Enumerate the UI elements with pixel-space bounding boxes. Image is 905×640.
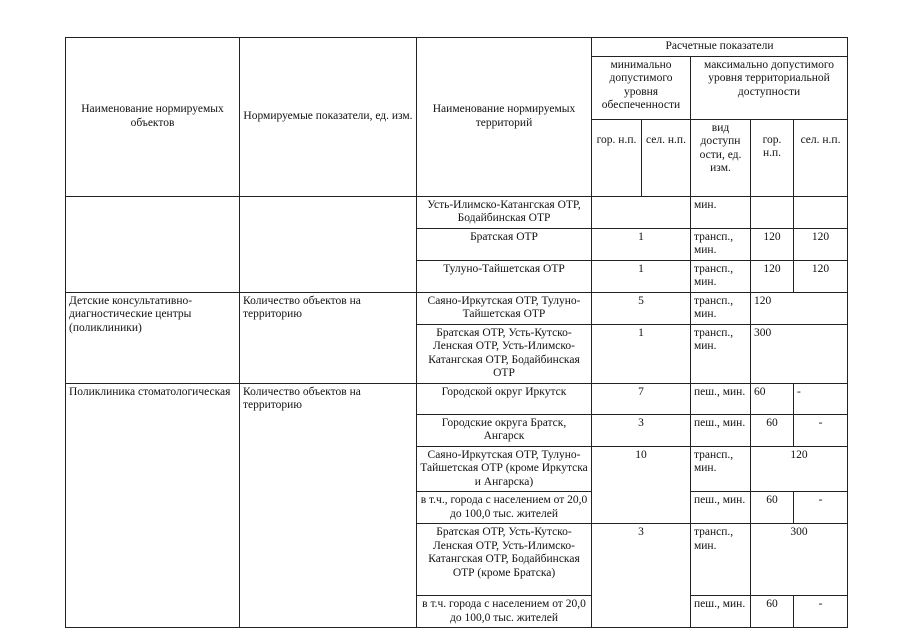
header-gor2: гор. н.п. — [751, 119, 794, 196]
object-cell — [66, 196, 240, 292]
territory-cell: Братская ОТР — [417, 228, 592, 260]
header-gor: гор. н.п. — [592, 119, 642, 196]
gor-cell: 120 — [751, 228, 794, 260]
territory-cell: Братская ОТР, Усть-Кутско-Ленская ОТР, Усть-Илимско-Катангская ОТР, Бодайбинская ОТР (кроме Братска) — [417, 524, 592, 596]
territory-cell: Усть-Илимско-Катангская ОТР, Бодайбинская ОТР — [417, 196, 592, 228]
access-cell: трансп., мин. — [691, 324, 751, 383]
gor-cell — [751, 196, 794, 228]
gor-cell: 120 — [751, 292, 848, 324]
access-cell: пеш., мин. — [691, 492, 751, 524]
sel-cell: - — [794, 383, 848, 414]
min-cell: 3 — [592, 524, 691, 628]
territory-cell: в т.ч., города с населением от 20,0 до 100,0 тыс. жителей — [417, 492, 592, 524]
min-cell: 1 — [592, 260, 691, 292]
object-cell: Детские консультативно-диагностические центры (поликлиники) — [66, 292, 240, 383]
territory-cell: Тулуно-Тайшетская ОТР — [417, 260, 592, 292]
header-sel2: сел. н.п. — [794, 119, 848, 196]
territory-cell: Братская ОТР, Усть-Кутско-Ленская ОТР, Усть-Илимско-Катангская ОТР, Бодайбинская ОТР — [417, 324, 592, 383]
sel-cell: 120 — [794, 260, 848, 292]
access-cell: трансп., мин. — [691, 228, 751, 260]
gor-cell: 60 — [751, 492, 794, 524]
min-cell: 10 — [592, 446, 691, 524]
access-cell: трансп., мин. — [691, 260, 751, 292]
min-cell — [592, 196, 691, 228]
normative-table — [65, 37, 848, 628]
access-cell: трансп., мин. — [691, 292, 751, 324]
territory-cell: Саяно-Иркутская ОТР, Тулуно-Тайшетская ОТР (кроме Иркутска и Ангарска) — [417, 446, 592, 492]
min-cell: 3 — [592, 414, 691, 446]
min-cell: 7 — [592, 383, 691, 414]
sel-cell: 120 — [794, 228, 848, 260]
min-cell: 5 — [592, 292, 691, 324]
gor-cell: 120 — [751, 260, 794, 292]
max-cell: 120 — [751, 446, 848, 492]
indicator-cell: Количество объектов на территорию — [240, 292, 417, 383]
object-cell: Поликлиника стоматологическая — [66, 383, 240, 628]
header-calculated: Расчетные показатели — [592, 38, 848, 57]
header-min-level: минимально допустимого уровня обеспеченности — [592, 56, 691, 119]
gor-cell: 60 — [751, 596, 794, 628]
header-objects: Наименование нормируемых объектов — [66, 38, 240, 197]
table-row — [66, 196, 848, 228]
min-cell: 1 — [592, 324, 691, 383]
indicator-cell: Количество объектов на территорию — [240, 383, 417, 628]
territory-cell: Городские округа Братск, Ангарск — [417, 414, 592, 446]
indicator-cell — [240, 196, 417, 292]
min-cell: 1 — [592, 228, 691, 260]
territory-cell: в т.ч. города с населением от 20,0 до 100,0 тыс. жителей — [417, 596, 592, 628]
header-sel: сел. н.п. — [642, 119, 691, 196]
access-cell: пеш., мин. — [691, 383, 751, 414]
header-max-level: максимально допустимого уровня территориальной доступности — [691, 56, 848, 119]
access-cell: мин. — [691, 196, 751, 228]
territory-cell: Саяно-Иркутская ОТР, Тулуно-Тайшетская ОТР — [417, 292, 592, 324]
sel-cell: - — [794, 414, 848, 446]
table-row — [66, 383, 848, 414]
sel-cell: - — [794, 596, 848, 628]
gor-cell: 60 — [751, 383, 794, 414]
gor-cell: 300 — [751, 324, 848, 383]
access-cell: трансп., мин. — [691, 446, 751, 492]
max-cell: 300 — [751, 524, 848, 596]
header-territories: Наименование нормируемых территорий — [417, 38, 592, 197]
sel-cell — [794, 196, 848, 228]
territory-cell: Городской округ Иркутск — [417, 383, 592, 414]
header-access-type: вид доступн ости, ед. изм. — [691, 119, 751, 196]
sel-cell: - — [794, 492, 848, 524]
table-row — [66, 292, 848, 324]
access-cell: пеш., мин. — [691, 414, 751, 446]
gor-cell: 60 — [751, 414, 794, 446]
access-cell: трансп., мин. — [691, 524, 751, 596]
access-cell: пеш., мин. — [691, 596, 751, 628]
header-indicators: Нормируемые показатели, ед. изм. — [240, 38, 417, 197]
